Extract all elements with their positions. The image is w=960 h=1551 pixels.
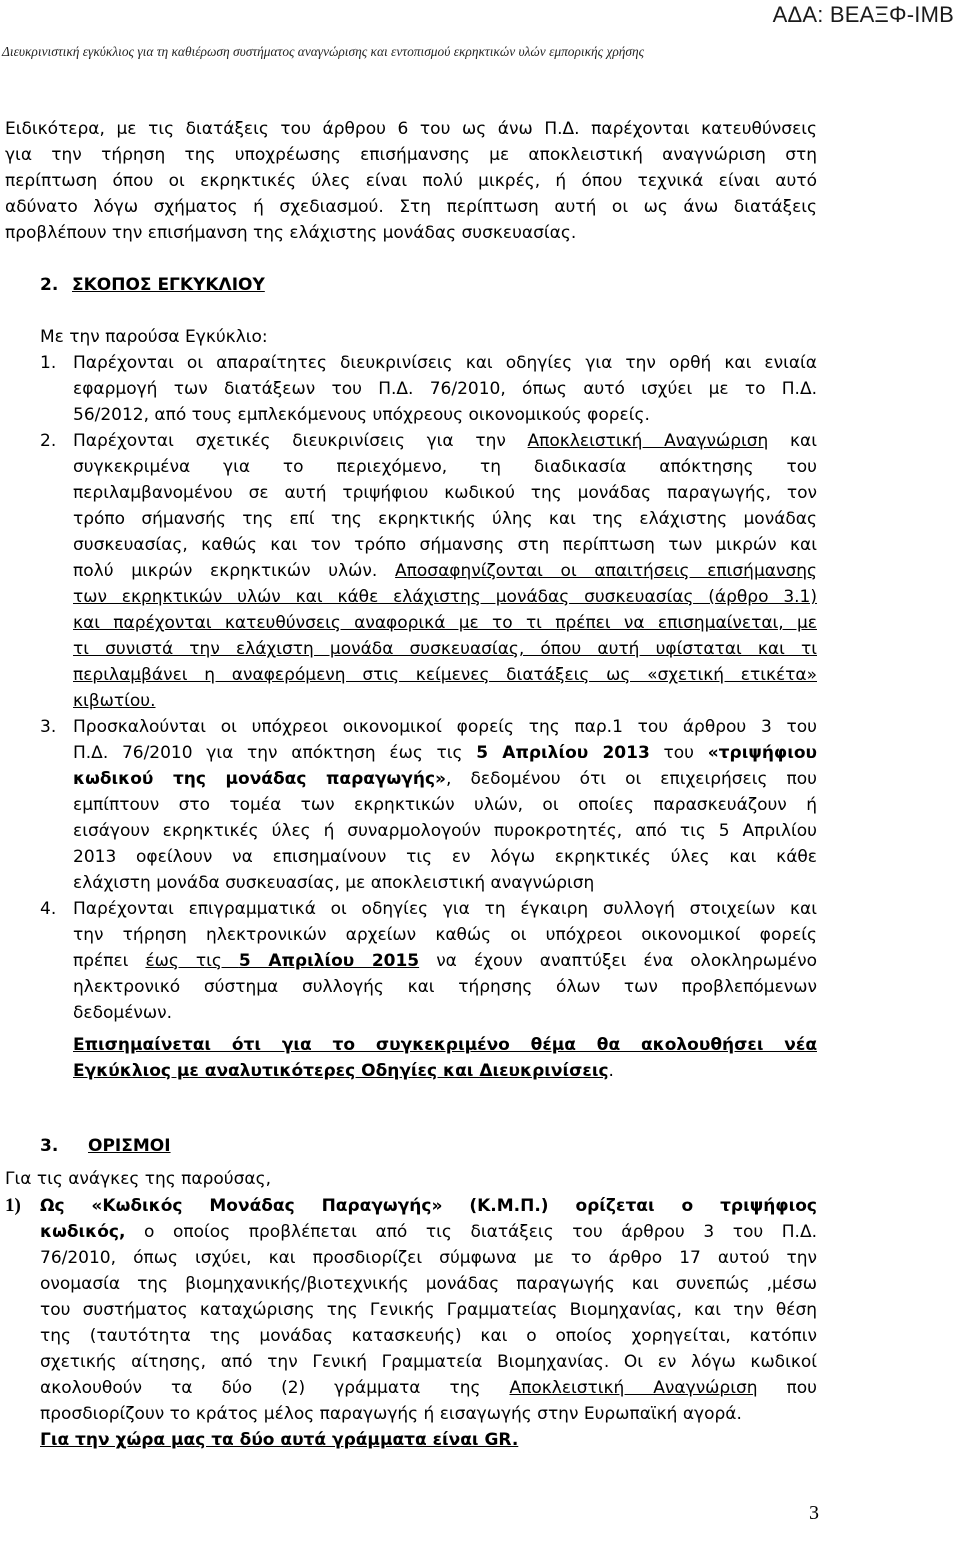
section2-title: ΣΚΟΠΟΣ ΕΓΚΥΚΛΙΟΥ bbox=[72, 275, 265, 295]
item4-line-4: ηλεκτρονικό σύστημα συλλογής και τήρησης όλων των προβλεπόμενων bbox=[73, 977, 817, 997]
def1-line-8: ακολουθούν τα δύο (2) γράμματα της Αποκλειστική Αναγνώριση που bbox=[40, 1378, 817, 1398]
item2-line-4: τρόπο σήμανσής της επί της εκρηκτικής ύλης και της ελάχιστης μονάδας bbox=[73, 509, 817, 529]
intro-line-2: για την τήρηση της υποχρέωσης επισήμανσης με αποκλειστική αναγνώριση στη bbox=[5, 145, 817, 165]
item3-line-3: κωδικού της μονάδας παραγωγής», δεδομένου ότι οι επιχειρήσεις που bbox=[73, 769, 817, 789]
item2-number: 2. bbox=[40, 431, 57, 451]
item1-line-2: εφαρμογή των διατάξεων του Π.Δ. 76/2010, όπως αυτό ισχύει με το Π.Δ. bbox=[73, 379, 817, 399]
item1-line-1: Παρέχονται οι απαραίτητες διευκρινίσεις και οδηγίες για την ορθή και ενιαία bbox=[73, 353, 817, 373]
def1-line-4: ονομασία της βιομηχανικής/βιοτεχνικής μονάδας παραγωγής και συνεπώς ,μέσω bbox=[40, 1274, 817, 1294]
def1-line-6: της (ταυτότητα της μονάδας κατασκευής) και ο οποίος χορηγείται, κατόπιν bbox=[40, 1326, 817, 1346]
item2-line-7: των εκρηκτικών υλών και κάθε ελάχιστης μονάδας συσκευασίας (άρθρο 3.1) bbox=[73, 587, 817, 607]
intro-line-1: Ειδικότερα, με τις διατάξεις του άρθρου 6 του ως άνω Π.Δ. παρέχονται κατευθύνσεις bbox=[5, 119, 817, 139]
item4-line-2: την τήρηση ηλεκτρονικών αρχείων καθώς οι υπόχρεοι οικονομικοί φορείς bbox=[73, 925, 817, 945]
section3-number: 3. bbox=[40, 1136, 59, 1156]
def1-line-3: 76/2010, όπως ισχύει, και προσδιορίζει σύμφωνα με το άρθρο 17 αυτού την bbox=[40, 1248, 817, 1268]
def1-line-1: Ως «Κωδικός Μονάδας Παραγωγής» (Κ.Μ.Π.) ορίζεται ο τριψήφιος bbox=[40, 1196, 817, 1216]
item2-line-3: περιλαμβανομένου σε αυτή τριψήφιου κωδικού της μονάδας παραγωγής, τον bbox=[73, 483, 817, 503]
intro-line-3: περίπτωση όπου οι εκρηκτικές ύλες είναι πολύ μικρές, ή όπου τεχνικά είναι αυτό bbox=[5, 171, 817, 191]
item3-number: 3. bbox=[40, 717, 57, 737]
item2-line-1: Παρέχονται σχετικές διευκρινίσεις για την Αποκλειστική Αναγνώριση και bbox=[73, 431, 817, 451]
item4-line-3: πρέπει έως τις 5 Απριλίου 2015 να έχουν αναπτύξει ένα ολοκληρωμένο bbox=[73, 951, 818, 971]
item3-line-2: Π.Δ. 76/2010 για την απόκτηση έως τις 5 Απριλίου 2013 του «τριψήφιου bbox=[73, 743, 818, 763]
item4-line-1: Παρέχονται επιγραμματικά οι οδηγίες για τη έγκαιρη συλλογή στοιχείων και bbox=[73, 899, 817, 919]
item2-line-5: συσκευασίας, καθώς και τον τρόπο σήμανσης στη περίπτωση των μικρών και bbox=[73, 535, 817, 555]
intro-line-4: αδύνατο λόγω σχήματος ή σχεδιασμού. Στη περίπτωση αυτή οι ως άνω διατάξεις bbox=[5, 197, 817, 217]
running-title: Διευκρινιστική εγκύκλιος για τη καθιέρωση συστήματος αναγνώρισης και εντοπισμού εκρηκτικών υλών εμπορικής χρήσης bbox=[2, 44, 645, 59]
item2-line-10: περιλαμβάνει η αναφερόμενη στις κείμενες διατάξεις ως «σχετική ετικέτα» bbox=[73, 665, 817, 685]
item2-line-2: συγκεκριμένα για το περιεχόμενο, τη διαδικασία απόκτησης του bbox=[73, 457, 817, 477]
item1-line-3: 56/2012, από τους εμπλεκόμενους υπόχρεους οικονομικούς φορείς. bbox=[73, 405, 650, 425]
item2-line-9: τι συνιστά την ελάχιστη μονάδα συσκευασίας, όπου αυτή υφίσταται και τι bbox=[73, 639, 817, 659]
def1-line-10: Για την χώρα μας τα δύο αυτά γράμματα είναι GR. bbox=[40, 1430, 519, 1450]
item4-line-5: δεδομένων. bbox=[73, 1003, 173, 1023]
page-number: 3 bbox=[809, 1502, 819, 1524]
item2-line-11: κιβωτίου. bbox=[73, 691, 156, 711]
section3-title: ΟΡΙΣΜΟΙ bbox=[88, 1136, 171, 1156]
item3-line-4: εμπίπτουν στο τομέα των εκρηκτικών υλών, οι οποίες παρασκευάζουν ή bbox=[73, 795, 817, 815]
item3-line-1: Προσκαλούνται οι υπόχρεοι οικονομικοί φορείς της παρ.1 του άρθρου 3 του bbox=[73, 717, 817, 737]
item3-line-7: ελάχιστη μονάδα συσκευασίας, με αποκλειστική αναγνώριση bbox=[73, 873, 595, 893]
def1-line-7: σχετικής αίτησης, από την Γενική Γραμματεία Βιομηχανίας. Οι εν λόγω κωδικοί bbox=[40, 1352, 817, 1372]
notice-line-1: Επισημαίνεται ότι για το συγκεκριμένο θέμα θα ακολουθήσει νέα bbox=[73, 1035, 817, 1055]
def1-line-9: προσδιορίζουν το κράτος μέλος παραγωγής ή εισαγωγής στην Ευρωπαϊκή αγορά. bbox=[40, 1404, 742, 1424]
item4-number: 4. bbox=[40, 899, 57, 919]
intro-line-5: προβλέπουν την επισήμανση της ελάχιστης μονάδας συσκευασίας. bbox=[5, 223, 577, 243]
item1-number: 1. bbox=[40, 353, 57, 373]
def1-line-5: του συστήματος καταχώρισης της Γενικής Γραμματείας Βιομηχανίας, και την θέση bbox=[40, 1300, 817, 1320]
def1-number: 1) bbox=[5, 1195, 21, 1216]
item3-line-6: 2013 οφείλουν να επισημαίνουν τις εν λόγω εκρηκτικές ύλες και κάθε bbox=[73, 847, 817, 867]
ada-code: ΑΔΑ: ΒΕΑΞΦ-ΙΜΒ bbox=[772, 2, 954, 27]
item2-line-8: και παρέχονται κατευθύνσεις αναφορικά με το τι πρέπει να επισημαίνεται, με bbox=[73, 613, 817, 633]
item3-line-5: εισάγουν εκρηκτικές ύλες ή συναρμολογούν πυροκροτητές, από τις 5 Απριλίου bbox=[73, 821, 817, 841]
section2-number: 2. bbox=[40, 275, 59, 295]
section2-lead: Με την παρούσα Εγκύκλιο: bbox=[40, 327, 268, 347]
section3-lead: Για τις ανάγκες της παρούσας, bbox=[5, 1169, 271, 1189]
notice-line-2: Εγκύκλιος με αναλυτικότερες Οδηγίες και Διευκρινίσεις. bbox=[73, 1061, 614, 1081]
item2-line-6: πολύ μικρών εκρηκτικών υλών. Αποσαφηνίζονται οι απαιτήσεις επισήμανσης bbox=[73, 561, 817, 581]
def1-line-2: κωδικός, ο οποίος προβλέπεται από τις διατάξεις του άρθρου 3 του Π.Δ. bbox=[40, 1222, 817, 1242]
